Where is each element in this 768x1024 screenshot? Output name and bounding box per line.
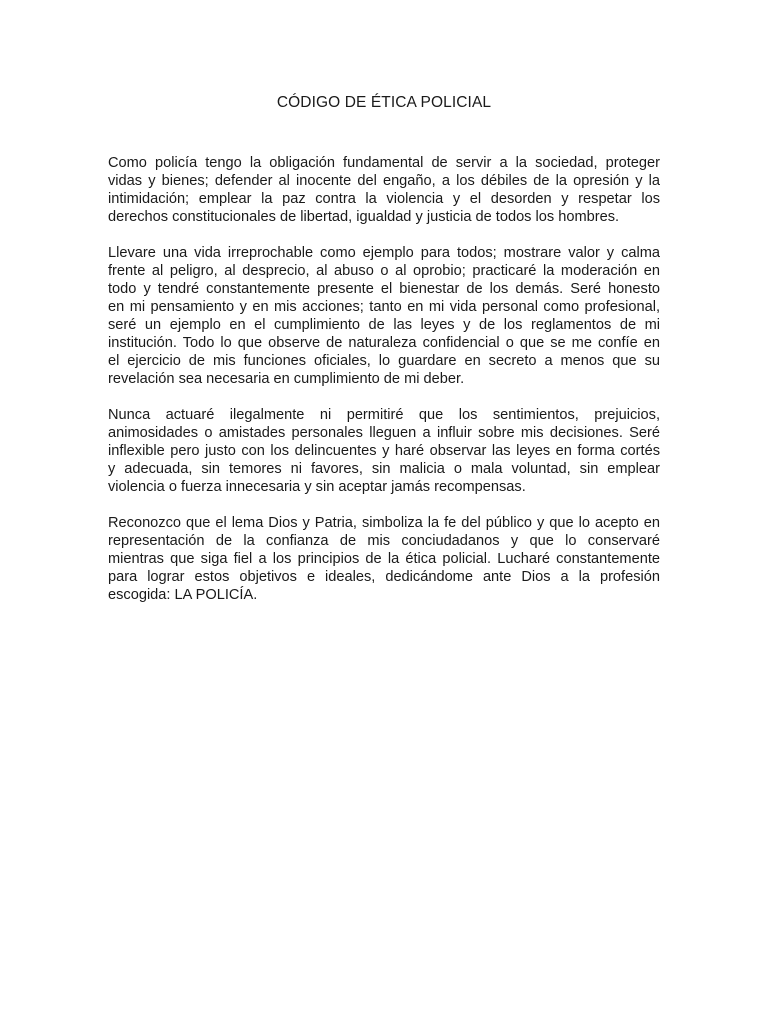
paragraph-line: animosidades o amistades personales lleguen a influir sobre mis decisiones. Seré bbox=[108, 425, 660, 441]
paragraph-line: Llevare una vida irreprochable como ejemplo para todos; mostrare valor y calma bbox=[108, 245, 660, 261]
paragraph bbox=[108, 406, 660, 496]
paragraph-line: institución. Todo lo que observe de naturaleza confidencial o que se me confíe en bbox=[108, 335, 660, 351]
paragraph-line: violencia o fuerza innecesaria y sin aceptar jamás recompensas. bbox=[108, 479, 526, 495]
paragraph-line: mientras que siga fiel a los principios de la ética policial. Lucharé constantemente bbox=[108, 551, 660, 567]
paragraph-line: revelación sea necesaria en cumplimiento de mi deber. bbox=[108, 371, 465, 387]
paragraph-line: escogida: LA POLICÍA. bbox=[108, 587, 258, 603]
paragraph-line: Nunca actuaré ilegalmente ni permitiré que los sentimientos, prejuicios, bbox=[108, 407, 660, 423]
paragraph bbox=[108, 244, 660, 388]
paragraph-line: representación de la confianza de mis conciudadanos y que lo conservaré bbox=[108, 533, 660, 549]
paragraph-line: para lograr estos objetivos e ideales, dedicándome ante Dios a la profesión bbox=[108, 569, 660, 585]
paragraph-line: frente al peligro, al desprecio, al abuso o al oprobio; practicaré la moderación en bbox=[108, 263, 660, 279]
paragraph-line: Reconozco que el lema Dios y Patria, simboliza la fe del público y que lo acepto en bbox=[108, 515, 660, 531]
document-title: CÓDIGO DE ÉTICA POLICIAL bbox=[276, 94, 492, 111]
paragraph-line: el ejercicio de mis funciones oficiales, lo guardare en secreto a menos que su bbox=[108, 353, 660, 369]
paragraph-line: seré un ejemplo en el cumplimiento de las leyes y de los reglamentos de mi bbox=[108, 317, 660, 333]
paragraph-line: todo y tendré constantemente presente el bienestar de los demás. Seré honesto bbox=[108, 281, 660, 297]
paragraph-line: y adecuada, sin temores ni favores, sin malicia o mala voluntad, sin emplear bbox=[108, 461, 660, 477]
paragraph-line: derechos constitucionales de libertad, igualdad y justicia de todos los hombres. bbox=[108, 209, 620, 225]
paragraph-line: vidas y bienes; defender al inocente del engaño, a los débiles de la opresión y la bbox=[108, 173, 660, 189]
paragraph-line: intimidación; emplear la paz contra la violencia y el desorden y respetar los bbox=[108, 191, 660, 207]
paragraph-line: Como policía tengo la obligación fundamental de servir a la sociedad, proteger bbox=[108, 155, 660, 171]
paragraph bbox=[108, 154, 660, 226]
paragraph bbox=[108, 514, 660, 604]
paragraph-line: inflexible pero justo con los delincuentes y haré observar las leyes en forma cortés bbox=[108, 443, 660, 459]
paragraph-line: en mi pensamiento y en mis acciones; tanto en mi vida personal como profesional, bbox=[108, 299, 660, 315]
document-body bbox=[108, 154, 660, 622]
